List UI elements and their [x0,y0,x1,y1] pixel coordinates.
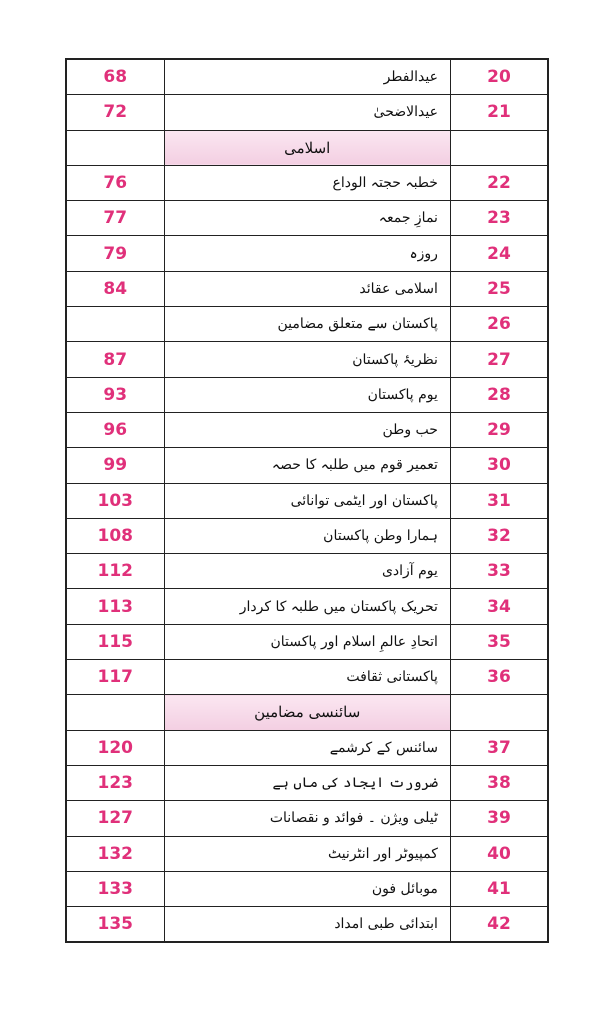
table-row [66,589,548,624]
table-row [66,730,548,765]
topic-title: نظریۂ پاکستان [164,342,450,377]
page-number: 117 [66,660,164,695]
page-number: 96 [66,412,164,447]
serial-number: 40 [450,836,548,871]
serial-number: 33 [450,554,548,589]
topic-title: پاکستان سے متعلق مضامین [164,307,450,342]
section-title: سائنسی مضامین [164,695,450,730]
serial-number [450,130,548,165]
page-number: 103 [66,483,164,518]
serial-number: 26 [450,307,548,342]
table-row [66,554,548,589]
page-number: 99 [66,448,164,483]
topic-title: پاکستان اور ایٹمی توانائی [164,483,450,518]
serial-number: 27 [450,342,548,377]
page-number: 93 [66,377,164,412]
page-number: 72 [66,95,164,130]
serial-number: 35 [450,624,548,659]
table-row [66,342,548,377]
serial-number: 41 [450,871,548,906]
serial-number: 31 [450,483,548,518]
serial-number: 25 [450,271,548,306]
page-number: 68 [66,59,164,95]
page-number: 132 [66,836,164,871]
topic-title: ابتدائی طبی امداد [164,907,450,943]
page-number: 123 [66,765,164,800]
section-header-row [66,130,548,165]
table-row [66,518,548,553]
table-row [66,907,548,943]
serial-number: 37 [450,730,548,765]
topic-title: ضرورت ایجاد کی ماں ہے [164,765,450,800]
table-row [66,201,548,236]
page-number: 115 [66,624,164,659]
topic-title: موبائل فون [164,871,450,906]
serial-number: 34 [450,589,548,624]
topic-title: تحریک پاکستان میں طلبہ کا کردار [164,589,450,624]
page-number: 87 [66,342,164,377]
page-number: 108 [66,518,164,553]
topic-title: عیدالفطر [164,59,450,95]
section-title: اسلامی [164,130,450,165]
serial-number: 36 [450,660,548,695]
serial-number: 38 [450,765,548,800]
serial-number [450,695,548,730]
topic-title: ٹیلی ویژن ۔ فوائد و نقصانات [164,801,450,836]
table-row [66,59,548,95]
topic-title: روزہ [164,236,450,271]
serial-number: 30 [450,448,548,483]
table-row [66,660,548,695]
serial-number: 22 [450,165,548,200]
table-of-contents [65,58,549,943]
topic-title: سائنس کے کرشمے [164,730,450,765]
serial-number: 23 [450,201,548,236]
topic-title: اتحادِ عالمِ اسلام اور پاکستان [164,624,450,659]
topic-title: تعمیر قوم میں طلبہ کا حصہ [164,448,450,483]
topic-title: خطبہ حجتہ الوداع [164,165,450,200]
serial-number: 24 [450,236,548,271]
topic-title: عیدالاضحیٰ [164,95,450,130]
topic-title: نمازِ جمعہ [164,201,450,236]
serial-number: 28 [450,377,548,412]
table-row [66,95,548,130]
table-row [66,377,548,412]
page-number: 76 [66,165,164,200]
page-number [66,130,164,165]
table-row [66,448,548,483]
table-row [66,236,548,271]
table-row [66,765,548,800]
topic-title: یوم آزادی [164,554,450,589]
table-row [66,165,548,200]
serial-number: 39 [450,801,548,836]
topic-title: کمپیوٹر اور انٹرنیٹ [164,836,450,871]
page-number: 79 [66,236,164,271]
page-number: 133 [66,871,164,906]
serial-number: 32 [450,518,548,553]
page-number: 120 [66,730,164,765]
serial-number: 29 [450,412,548,447]
page-number: 84 [66,271,164,306]
table-row [66,412,548,447]
topic-title: حب وطن [164,412,450,447]
section-header-row [66,695,548,730]
page-number [66,307,164,342]
topic-title: ہمارا وطن پاکستان [164,518,450,553]
page-number: 77 [66,201,164,236]
table-row [66,801,548,836]
serial-number: 21 [450,95,548,130]
page-number: 127 [66,801,164,836]
serial-number: 42 [450,907,548,943]
table-row [66,271,548,306]
table-row [66,483,548,518]
serial-number: 20 [450,59,548,95]
table-row [66,836,548,871]
page-number: 135 [66,907,164,943]
topic-title: یوم پاکستان [164,377,450,412]
page-number [66,695,164,730]
table-row [66,624,548,659]
page-number: 112 [66,554,164,589]
table-row [66,871,548,906]
topic-title: پاکستانی ثقافت [164,660,450,695]
table-row [66,307,548,342]
topic-title: اسلامی عقائد [164,271,450,306]
page-number: 113 [66,589,164,624]
